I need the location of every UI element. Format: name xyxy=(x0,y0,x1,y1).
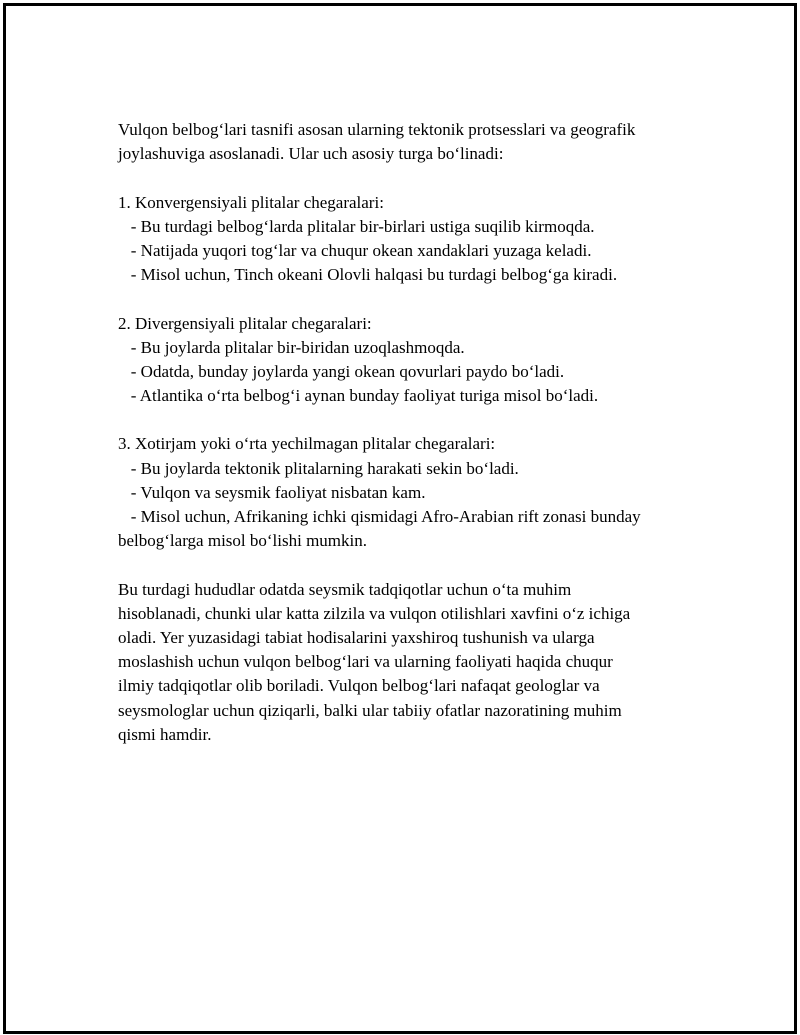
list-item: - Misol uchun, Afrikaning ichki qismidagi Afro-Arabian rift zonasi bunday xyxy=(118,507,641,526)
text-line: joylashuviga asoslanadi. Ular uch asosiy turga bo‘linadi: xyxy=(118,144,504,164)
list-item: - Atlantika o‘rta belbog‘i aynan bunday faoliyat turiga misol bo‘ladi. xyxy=(118,386,599,406)
intro-paragraph xyxy=(118,118,698,166)
paragraph-gap xyxy=(118,287,698,311)
section-heading: 1. Konvergensiyali plitalar chegaralari: xyxy=(118,192,384,212)
text-line: oladi. Yer yuzasidagi tabiat hodisalarini yaxshiroq tushunish va ularga xyxy=(118,627,595,647)
paragraph-gap xyxy=(118,408,698,432)
text-line: Bu turdagi hududlar odatda seysmik tadqiqotlar uchun o‘ta muhim xyxy=(118,579,572,599)
list-item: - Bu turdagi belbog‘larda plitalar bir-birlari ustiga suqilib kirmoqda. xyxy=(118,216,595,236)
list-item: - Natijada yuqori tog‘lar va chuqur okean xandaklari yuzaga keladi. xyxy=(118,240,592,260)
text-line: moslashish uchun vulqon belbog‘lari va ularning faoliyati haqida chuqur xyxy=(118,652,613,672)
text-line: Vulqon belbog‘lari tasnifi asosan ularning tektonik protsesslari va geografik xyxy=(118,120,636,139)
section-convergent xyxy=(118,191,698,288)
paragraph-gap xyxy=(118,553,698,577)
text-line: seysmologlar uchun qiziqarli, balki ular tabiiy ofatlar nazoratining muhim xyxy=(118,700,622,720)
list-item: - Misol uchun, Tinch okeani Olovli halqasi bu turdagi belbog‘ga kiradi. xyxy=(118,265,618,285)
section-heading: 2. Divergensiyali plitalar chegaralari: xyxy=(118,313,372,333)
document-body xyxy=(118,118,698,747)
text-line: ilmiy tadqiqotlar olib boriladi. Vulqon belbog‘lari nafaqat geologlar va xyxy=(118,676,600,696)
paragraph-gap xyxy=(118,166,698,190)
list-item: belbog‘larga misol bo‘lishi mumkin. xyxy=(118,531,367,551)
list-item: - Odatda, bunday joylarda yangi okean qovurlari paydo bo‘ladi. xyxy=(118,361,565,381)
text-line: qismi hamdir. xyxy=(118,724,212,744)
list-item: - Bu joylarda tektonik plitalarning harakati sekin bo‘ladi. xyxy=(118,458,519,478)
section-transform xyxy=(118,432,698,553)
list-item: - Bu joylarda plitalar bir-biridan uzoqlashmoqda. xyxy=(118,337,465,357)
conclusion-paragraph xyxy=(118,578,698,747)
section-divergent xyxy=(118,312,698,409)
section-heading: 3. Xotirjam yoki o‘rta yechilmagan plitalar chegaralari: xyxy=(118,434,496,454)
list-item: - Vulqon va seysmik faoliyat nisbatan kam. xyxy=(118,482,426,502)
text-line: hisoblanadi, chunki ular katta zilzila va vulqon otilishlari xavfini o‘z ichiga xyxy=(118,603,631,623)
